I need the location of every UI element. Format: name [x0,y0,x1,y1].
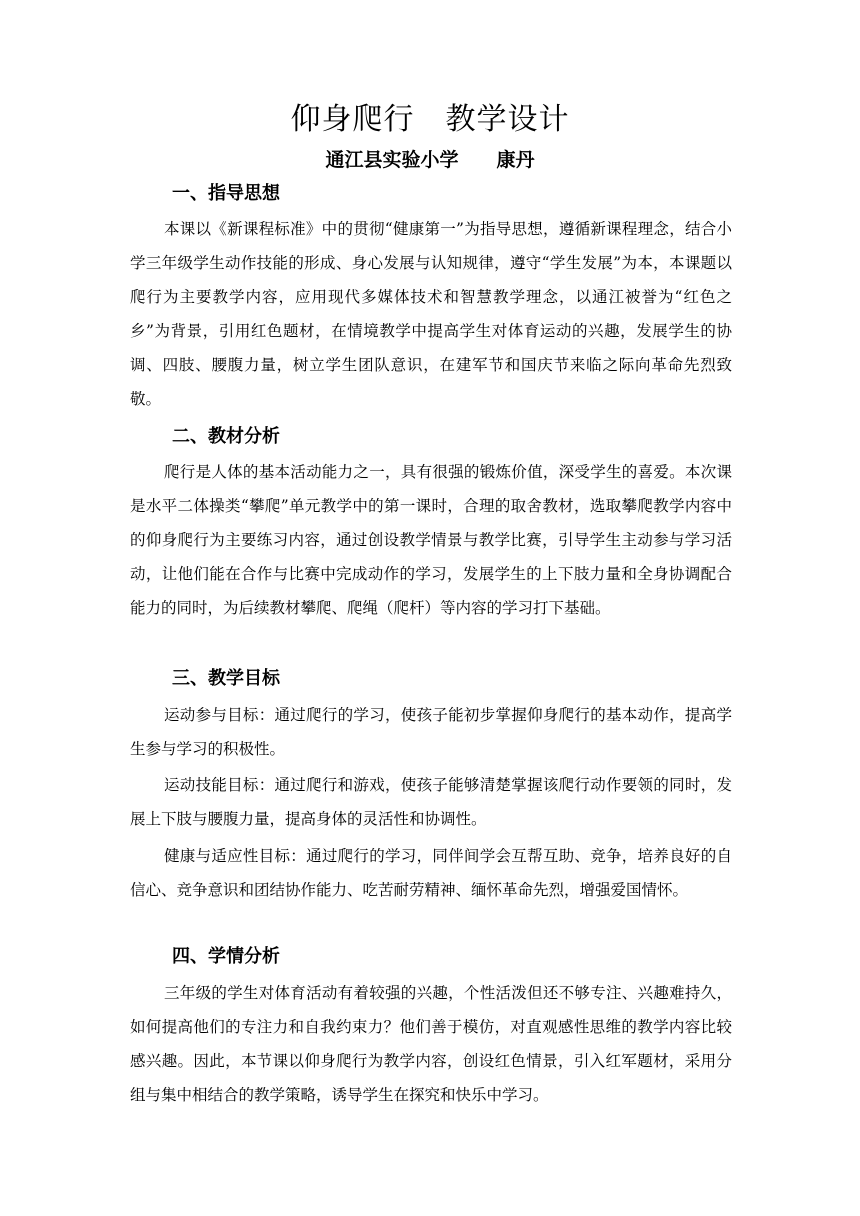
paragraph-objective-health: 健康与适应性目标：通过爬行的学习，同伴间学会互帮互助、竞争，培养良好的自信心、竞争意识和团结协作能力、吃苦耐劳精神、缅怀革命先烈，增强爱国情怀。 [130,847,732,899]
paragraph-objective-skill: 运动技能目标：通过爬行和游戏，使孩子能够清楚掌握该爬行动作要领的同时，发展上下肢与腰腹力量，提高身体的灵活性和协调性。 [130,776,732,828]
paragraph-objective-participation: 运动参与目标：通过爬行的学习，使孩子能初步掌握仰身爬行的基本动作，提高学生参与学习的积极性。 [130,706,732,758]
paragraph-material-analysis: 爬行是人体的基本活动能力之一，具有很强的锻炼价值，深受学生的喜爱。本次课是水平二体操类“攀爬”单元教学中的第一课时，合理的取舍教材，选取攀爬教学内容中的仰身爬行为主要练习内容，通过创设教学情景与教学比赛，引导学生主动参与学习活动，让他们能在合作与比赛中完成动作的学习，发展学生的上下肢力量和全身协调配合能力的同时，为后续教材攀爬、爬绳（爬杆）等内容的学习打下基础。 [130,463,732,617]
document-subtitle: 通江县实验小学 康丹 [325,149,535,171]
section-heading-guiding-ideology: 一、指导思想 [172,183,280,204]
document-title: 仰身爬行 教学设计 [290,102,570,137]
section-heading-material-analysis: 二、教材分析 [172,426,280,447]
section-heading-student-analysis: 四、学情分析 [172,946,280,967]
paragraph-student-analysis: 三年级的学生对体育活动有着较强的兴趣，个性活泼但还不够专注、兴趣难持久，如何提高他们的专注力和自我约束力？他们善于模仿，对直观感性思维的教学内容比较感兴趣。因此，本节课以仰身爬行为教学内容，创设红色情景，引入红军题材，采用分组与集中相结合的教学策略，诱导学生在探究和快乐中学习。 [130,984,732,1104]
paragraph-guiding-ideology: 本课以《新课程标准》中的贯彻“健康第一”为指导思想，遵循新课程理念，结合小学三年级学生动作技能的形成、身心发展与认知规律，遵守“学生发展”为本，本课题以爬行为主要教学内容，应用现代多媒体技术和智慧教学理念，以通江被誉为“红色之乡”为背景，引用红色题材，在情境教学中提高学生对体育运动的兴趣，发展学生的协调、四肢、腰腹力量，树立学生团队意识，在建军节和国庆节来临之际向革命先烈致敬。 [130,220,732,408]
section-heading-teaching-objectives: 三、教学目标 [172,668,280,689]
